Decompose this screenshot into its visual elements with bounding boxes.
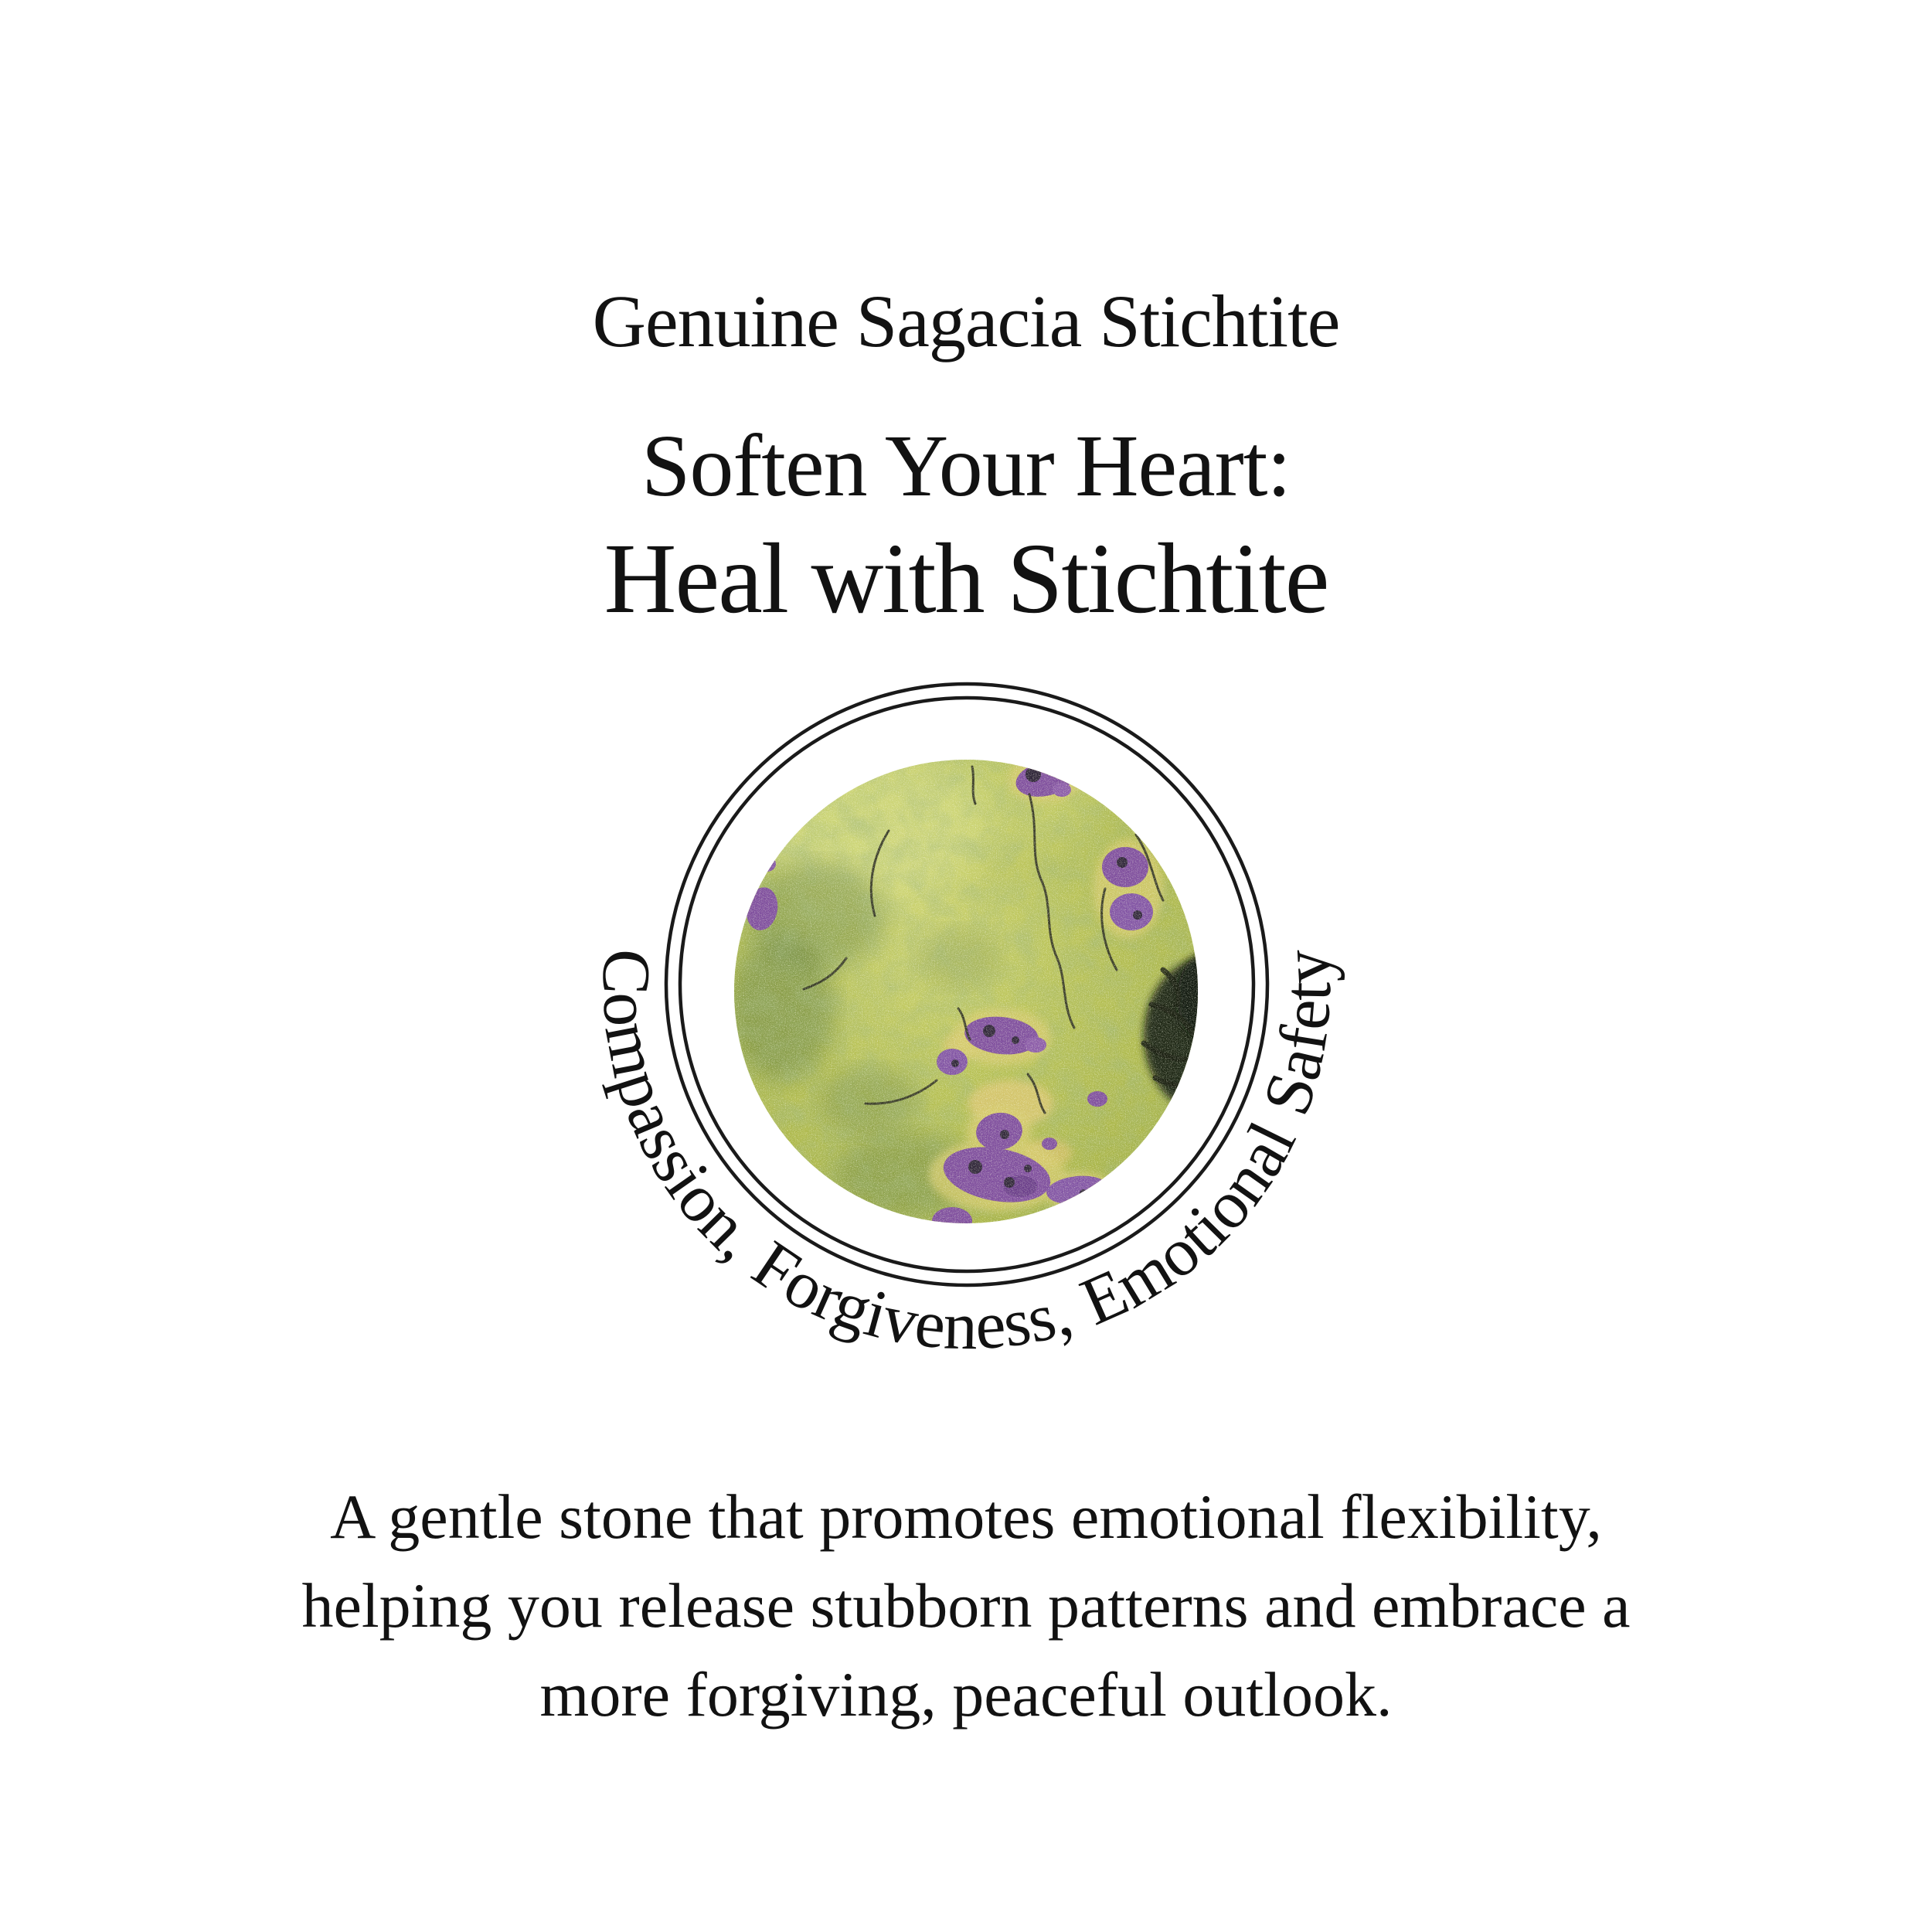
brand-line: Genuine Sagacia Stichtite <box>592 280 1340 362</box>
description <box>0 1472 1932 1739</box>
curved-caption-textpath: Compassion, Forgiveness, Emotional Safety <box>587 947 1346 1365</box>
description-line: helping you release stubborn patterns and embrace a <box>301 1570 1631 1641</box>
description-line: more forgiving, peaceful outlook. <box>539 1659 1393 1730</box>
headline-subtitle: Soften Your Heart: <box>641 417 1291 515</box>
headline-title: Heal with Stichtite <box>604 523 1328 634</box>
stone-photo <box>726 734 1267 1235</box>
description-line: A gentle stone that promotes emotional flexibility, <box>330 1481 1602 1552</box>
